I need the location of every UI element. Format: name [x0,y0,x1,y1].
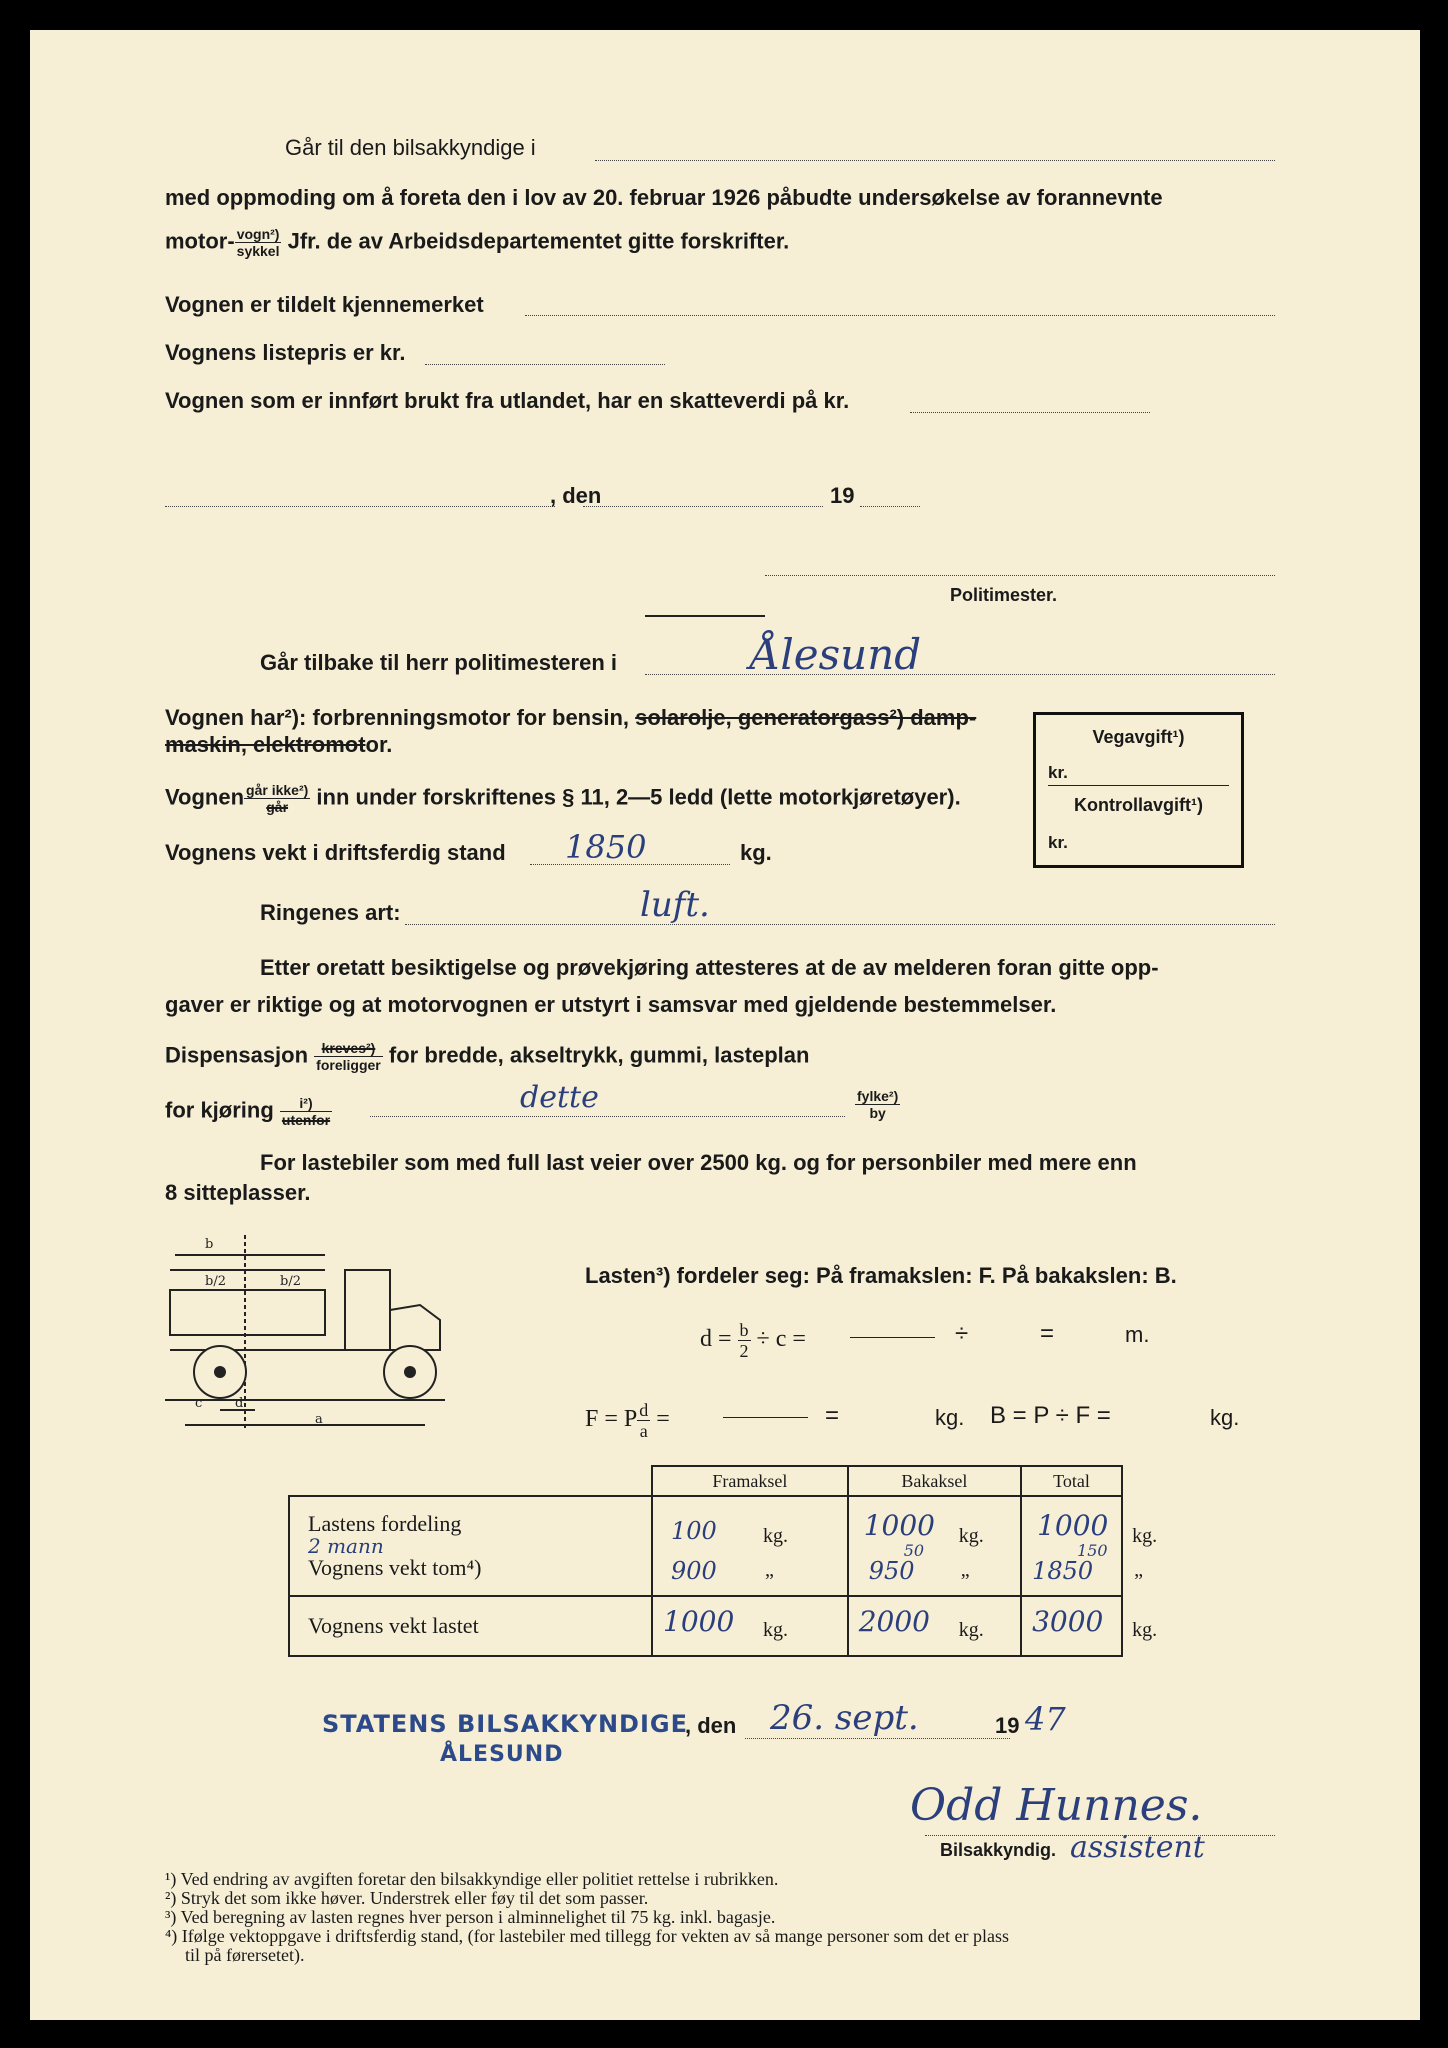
rule-suffix: inn under forskriftenes § 11, 2—5 ledd (lette motorkjøretøyer). [316,784,961,810]
front-wheel-hub [404,1366,416,1378]
truck-cargo-bed [170,1290,325,1335]
footnote-4: ⁴) Ifølge vektoppgave i driftsferdig stand, (for lastebiler med tillegg for vekten av så mange personer som det er plass [165,1926,1010,1946]
front-cell [652,1496,848,1596]
truck-cab [345,1270,390,1350]
drive-blank [370,1116,845,1117]
formula-b: B = P ÷ F = [990,1402,1111,1429]
footnote-2: ²) Stryk det som ikke høver. Understrek eller føy til det som passer. [165,1888,649,1908]
row3-label: Vognens vekt lastet [289,1596,652,1656]
total-loaded-unit: kg. [1132,1619,1158,1641]
formula-d [700,1320,806,1361]
drive-fraction [280,1095,332,1128]
return-blank [645,674,1275,675]
formula-f-eq2: = [825,1402,840,1429]
rear-loaded-cell [848,1596,1021,1656]
county-frac-bottom: by [869,1105,886,1121]
politimester-signature-line [765,575,1275,576]
formula-d-frac [738,1320,751,1361]
diagram-label-c: c [195,1396,203,1411]
section-divider [645,615,765,617]
formula-d-unit: m. [1125,1322,1150,1347]
formula-f [585,1400,670,1441]
load-intro-1: For lastebiler som med full last veier over 2500 kg. og for personbiler med mere enn [260,1150,1137,1175]
rear-loaded: 2000 [858,1605,930,1638]
rule-prefix: Vognen [165,784,245,810]
list-price-blank [425,364,665,365]
weight-unit: kg. [740,840,772,865]
stamp-line-2: ÅLESUND [440,1742,564,1767]
control-fee-label: Kontrollavgift¹) [1074,795,1203,815]
signer-title-note: assistent [1070,1830,1205,1865]
distribution-table [288,1465,1158,1657]
weight-value: 1850 [565,828,647,866]
motor-type-struck-1: solarolje, generatorgass²) damp- [635,705,977,730]
rule-frac-bottom: går [266,799,289,815]
formula-f-blank [723,1417,808,1418]
control-fee-kr: kr. [1048,833,1068,852]
diagram-label-b: b [205,1237,214,1252]
motor-prefix: motor- [165,228,235,254]
form-page [30,30,1420,2020]
county-frac [855,1088,900,1121]
footnote-1: ¹) Ved endring av avgiften foretar den bilsakkyndige eller politiet rettelse i rubrikken. [165,1869,779,1889]
return-city: Ålesund [750,630,922,679]
front-empty: 900 [671,1557,717,1585]
formula-f-frac-top: d [639,1400,649,1420]
motor-type-line-2 [165,732,392,758]
goes-to-blank [595,160,1275,161]
plate-label: Vognen er tildelt kjennemerket [165,292,484,317]
signer-title: Bilsakkyndig. [940,1840,1057,1860]
footnote-3: ³) Ved beregning av lasten regnes hver person i alminnelighet til 75 kg. inkl. bagasje. [165,1907,776,1927]
disp-label: Dispensasjon [165,1042,309,1068]
footnote-4-cont: til på førersetet). [185,1945,305,1965]
road-tax-line [1048,785,1229,786]
rear-load: 1000 [863,1509,935,1542]
table-header-total: Total [1021,1466,1122,1496]
rear-load-note: 50 [903,1541,925,1560]
disp-frac-bottom: foreligger [316,1057,381,1073]
weight-label: Vognens vekt i driftsferdig stand [165,840,506,865]
rule-frac-top: går ikke²) [246,782,309,798]
motor-fraction [235,226,282,259]
county-fraction [855,1088,900,1121]
diagram-label-b2-right: b/2 [280,1274,301,1289]
county-frac-top: fylke²) [857,1088,899,1104]
truck-diagram [165,1210,565,1430]
road-tax-kr: kr. [1048,763,1068,782]
drive-label: for kjøring [165,1097,274,1123]
formula-d-frac-top: b [739,1320,749,1340]
total-empty-ditto: „ [1134,1559,1143,1581]
formula-d-eq: = [1040,1320,1055,1347]
formula-d-frac-bottom: 2 [739,1341,749,1361]
total-load-unit: kg. [1132,1525,1158,1547]
motor-type-end: or. [365,732,393,757]
row1-label: Lastens fordeling [308,1511,462,1536]
attest-line-1: Etter oretatt besiktigelse og prøvekjøring attesteres at de av melderen foran gitte opp- [260,955,1159,980]
return-label: Går tilbake til herr politimesteren i [260,650,617,675]
goes-to-label: Går til den bilsakkyndige i [285,135,536,160]
date-blank [583,506,823,507]
formula-d-div: ÷ [955,1320,969,1347]
rear-loaded-unit: kg. [958,1619,984,1641]
import-label: Vognen som er innført brukt fra utlandet, har en skatteverdi på kr. [165,388,850,413]
formula-d-left: d = [700,1326,732,1353]
rear-load-unit: kg. [958,1525,984,1547]
attest-line-2: gaver er riktige og at motorvognen er utstyrt i samsvar med gjeldende bestemmelser. [165,992,1057,1017]
plate-blank [525,315,1275,316]
front-loaded-cell [652,1596,848,1656]
year-label: 19 [830,483,855,508]
formula-d-rest: ÷ c = [756,1326,806,1353]
motor-frac-top: vogn²) [235,226,282,243]
rule-fraction [244,782,310,815]
formula-f-left: F = P [585,1406,638,1433]
drive-frac-top: i²) [280,1095,332,1112]
motor-type-line [165,705,976,731]
total-loaded: 3000 [1032,1605,1104,1638]
drive-value: dette [520,1080,599,1115]
table-row-labels [289,1496,652,1596]
sig-year-suffix: 47 [1025,1700,1066,1738]
year-blank [860,506,920,507]
sig-year-prefix: 19 [995,1713,1020,1738]
sig-den: , den [685,1713,737,1738]
table-row-load-empty [289,1496,1122,1596]
front-loaded: 1000 [663,1605,735,1638]
row2-label: Vognens vekt tom⁴) [308,1555,482,1580]
fee-box [1033,712,1244,868]
formula-b-unit: kg. [1210,1405,1240,1430]
tires-label: Ringenes art: [260,900,401,925]
drive-frac-bottom: utenfor [281,1112,331,1128]
front-loaded-unit: kg. [763,1619,788,1641]
request-line: med oppmoding om å foreta den i lov av 20. februar 1926 påbudte undersøkelse av forannevnte [165,185,1163,210]
disp-frac-top: kreves²) [314,1040,383,1057]
rule-line [165,782,961,815]
load-distribution-label: Lasten³) fordeler seg: På framakslen: F. På bakakslen: B. [585,1263,1177,1288]
total-loaded-cell [1021,1596,1158,1656]
den-label: , den [550,483,602,508]
total-empty: 1850 [1032,1557,1094,1585]
diagram-label-d: d [235,1396,244,1411]
total-cell [1021,1496,1158,1596]
diagram-label-a: a [315,1412,323,1427]
motor-line [165,226,789,259]
import-blank [910,412,1150,413]
front-load-unit: kg. [763,1525,788,1547]
sig-date-blank [745,1738,1010,1739]
diagram-label-b2-left: b/2 [205,1274,226,1289]
stamp-line-1: STATENS BILSAKKYNDIGE [322,1710,688,1738]
table-header-front: Framaksel [652,1466,848,1496]
list-price-label: Vognens listepris er kr. [165,340,406,365]
tires-value: luft. [640,885,710,925]
motor-type-prefix: Vognen har²): forbrenningsmotor for bensin, [165,705,630,730]
politimester-label: Politimester. [950,585,1058,605]
load-intro-2: 8 sitteplasser. [165,1180,311,1205]
front-load: 100 [671,1517,717,1545]
truck-hood [390,1305,440,1350]
tires-blank [405,924,1275,925]
motor-type-struck-2: maskin, elektromot [165,732,366,757]
disp-line [165,1040,809,1073]
disp-fraction [314,1040,383,1073]
table-header-row [289,1466,1122,1496]
row1-extra: 2 mann [308,1534,384,1558]
rear-empty-ditto: „ [960,1559,970,1581]
rear-empty: 950 [868,1557,915,1585]
formula-f-frac-bottom: a [639,1421,648,1441]
total-load-note: 150 [1077,1541,1108,1560]
formula-f-eq1: = [656,1406,670,1433]
table-header-rear: Bakaksel [848,1466,1021,1496]
motor-suffix: Jfr. de av Arbeidsdepartementet gitte forskrifter. [287,228,790,254]
motor-frac-bottom: sykkel [236,243,280,259]
formula-f-unit: kg. [935,1405,965,1430]
total-load: 1000 [1037,1509,1109,1542]
formula-f-frac [637,1400,650,1441]
place-blank [165,506,555,507]
table-row-loaded [289,1596,1122,1656]
front-empty-ditto: „ [765,1559,774,1581]
table-header-blank [289,1466,652,1496]
rear-cell [848,1496,1021,1596]
drive-line [165,1095,332,1128]
rear-wheel-hub [214,1366,226,1378]
sig-date: 26. sept. [770,1698,919,1738]
formula-d-blank [850,1337,935,1338]
road-tax-label: Vegavgift¹) [1092,727,1185,747]
signer-name: Odd Hunnes. [910,1780,1203,1831]
disp-suffix: for bredde, akseltrykk, gummi, lasteplan [388,1042,810,1068]
